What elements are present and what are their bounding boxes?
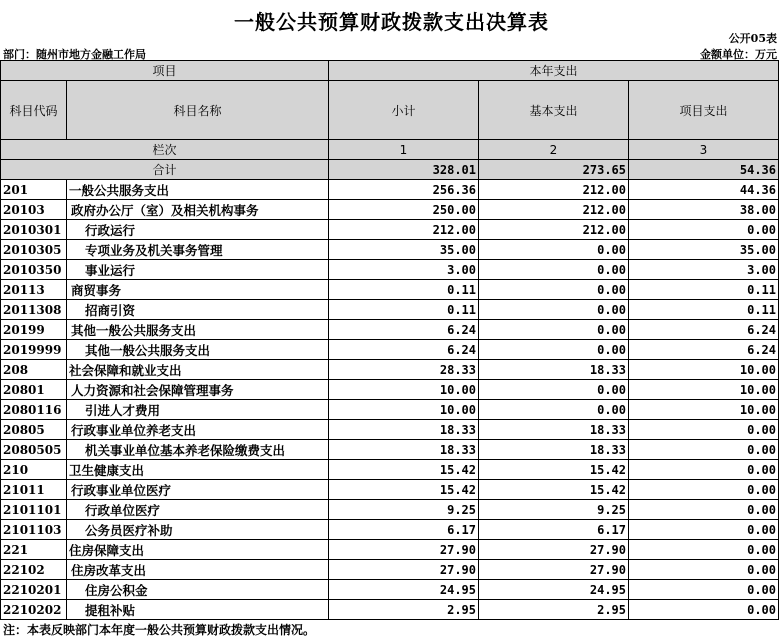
row-basic: 212.00 xyxy=(479,180,629,200)
header-subtotal: 小计 xyxy=(329,81,479,140)
row-project: 0.11 xyxy=(629,300,779,320)
row-code: 20113 xyxy=(1,280,67,300)
row-name: 机关事业单位基本养老保险缴费支出 xyxy=(67,440,329,460)
row-name: 行政事业单位养老支出 xyxy=(67,420,329,440)
row-code: 208 xyxy=(1,360,67,380)
row-name: 人力资源和社会保障管理事务 xyxy=(67,380,329,400)
row-basic: 212.00 xyxy=(479,220,629,240)
row-subtotal: 15.42 xyxy=(329,460,479,480)
form-number: 公开05表 xyxy=(728,32,777,45)
header-row-index xyxy=(1,140,779,160)
row-project: 0.00 xyxy=(629,540,779,560)
row-code: 201 xyxy=(1,180,67,200)
row-name: 其他一般公共服务支出 xyxy=(67,340,329,360)
row-name: 住房改革支出 xyxy=(67,560,329,580)
table-row xyxy=(1,300,779,320)
row-name: 商贸事务 xyxy=(67,280,329,300)
total-row xyxy=(1,160,779,180)
table-row xyxy=(1,320,779,340)
row-name: 住房保障支出 xyxy=(67,540,329,560)
row-project: 6.24 xyxy=(629,320,779,340)
row-code: 2010350 xyxy=(1,260,67,280)
report-title: 一般公共预算财政拨款支出决算表 xyxy=(234,10,549,34)
header-row-2 xyxy=(1,81,779,140)
row-subtotal: 212.00 xyxy=(329,220,479,240)
department-label: 部门：随州市地方金融工作局 xyxy=(3,48,146,61)
row-basic: 0.00 xyxy=(479,260,629,280)
table-row xyxy=(1,600,779,620)
table-row xyxy=(1,560,779,580)
row-name: 住房公积金 xyxy=(67,580,329,600)
table-row xyxy=(1,460,779,480)
row-code: 2019999 xyxy=(1,340,67,360)
row-code: 2010301 xyxy=(1,220,67,240)
row-code: 22102 xyxy=(1,560,67,580)
row-project: 0.00 xyxy=(629,500,779,520)
row-basic: 0.00 xyxy=(479,300,629,320)
table-row xyxy=(1,360,779,380)
total-project: 54.36 xyxy=(629,160,779,180)
row-basic: 0.00 xyxy=(479,340,629,360)
row-project: 0.00 xyxy=(629,520,779,540)
header-item: 项目 xyxy=(1,61,329,81)
header-row-1 xyxy=(1,61,779,81)
row-basic: 0.00 xyxy=(479,320,629,340)
row-subtotal: 6.24 xyxy=(329,320,479,340)
row-basic: 18.33 xyxy=(479,360,629,380)
row-project: 0.00 xyxy=(629,560,779,580)
table-row xyxy=(1,260,779,280)
row-name: 行政事业单位医疗 xyxy=(67,480,329,500)
row-subtotal: 28.33 xyxy=(329,360,479,380)
table-row xyxy=(1,440,779,460)
header-name: 科目名称 xyxy=(67,81,329,140)
row-code: 2011308 xyxy=(1,300,67,320)
row-project: 0.00 xyxy=(629,460,779,480)
row-code: 2210201 xyxy=(1,580,67,600)
row-code: 21011 xyxy=(1,480,67,500)
header-col2: 2 xyxy=(479,140,629,160)
table-row xyxy=(1,520,779,540)
row-project: 0.11 xyxy=(629,280,779,300)
row-subtotal: 6.24 xyxy=(329,340,479,360)
row-basic: 18.33 xyxy=(479,420,629,440)
header-project: 项目支出 xyxy=(629,81,779,140)
row-project: 10.00 xyxy=(629,380,779,400)
unit-label: 金额单位：万元 xyxy=(700,48,777,61)
row-subtotal: 0.11 xyxy=(329,280,479,300)
table-row xyxy=(1,420,779,440)
row-basic: 18.33 xyxy=(479,440,629,460)
row-subtotal: 250.00 xyxy=(329,200,479,220)
header-col1: 1 xyxy=(329,140,479,160)
row-basic: 0.00 xyxy=(479,280,629,300)
row-project: 10.00 xyxy=(629,360,779,380)
row-name: 招商引资 xyxy=(67,300,329,320)
row-basic: 27.90 xyxy=(479,540,629,560)
row-subtotal: 10.00 xyxy=(329,380,479,400)
row-code: 2010305 xyxy=(1,240,67,260)
total-label: 合计 xyxy=(1,160,329,180)
row-name: 一般公共服务支出 xyxy=(67,180,329,200)
header-current-year: 本年支出 xyxy=(329,61,779,81)
row-subtotal: 3.00 xyxy=(329,260,479,280)
row-name: 事业运行 xyxy=(67,260,329,280)
total-subtotal: 328.01 xyxy=(329,160,479,180)
row-code: 2101103 xyxy=(1,520,67,540)
row-code: 20199 xyxy=(1,320,67,340)
row-project: 0.00 xyxy=(629,580,779,600)
header-col3: 3 xyxy=(629,140,779,160)
row-project: 0.00 xyxy=(629,220,779,240)
row-code: 20805 xyxy=(1,420,67,440)
row-project: 0.00 xyxy=(629,480,779,500)
row-code: 2080116 xyxy=(1,400,67,420)
header-col-index: 栏次 xyxy=(1,140,329,160)
row-basic: 2.95 xyxy=(479,600,629,620)
row-code: 221 xyxy=(1,540,67,560)
row-basic: 24.95 xyxy=(479,580,629,600)
row-project: 0.00 xyxy=(629,420,779,440)
row-subtotal: 27.90 xyxy=(329,540,479,560)
row-subtotal: 24.95 xyxy=(329,580,479,600)
row-basic: 0.00 xyxy=(479,400,629,420)
row-project: 0.00 xyxy=(629,600,779,620)
table-row xyxy=(1,340,779,360)
table-row xyxy=(1,380,779,400)
row-name: 其他一般公共服务支出 xyxy=(67,320,329,340)
row-subtotal: 256.36 xyxy=(329,180,479,200)
row-subtotal: 6.17 xyxy=(329,520,479,540)
row-code: 20103 xyxy=(1,200,67,220)
table-row xyxy=(1,180,779,200)
row-code: 210 xyxy=(1,460,67,480)
footnote: 注：本表反映部门本年度一般公共预算财政拨款支出情况。 xyxy=(3,623,316,637)
row-basic: 15.42 xyxy=(479,460,629,480)
table-row xyxy=(1,580,779,600)
row-name: 政府办公厅（室）及相关机构事务 xyxy=(67,200,329,220)
table-row xyxy=(1,280,779,300)
table-row xyxy=(1,500,779,520)
row-subtotal: 27.90 xyxy=(329,560,479,580)
expenditure-table xyxy=(0,60,779,620)
row-project: 10.00 xyxy=(629,400,779,420)
row-project: 44.36 xyxy=(629,180,779,200)
row-code: 20801 xyxy=(1,380,67,400)
table-row xyxy=(1,400,779,420)
row-code: 2210202 xyxy=(1,600,67,620)
table-row xyxy=(1,240,779,260)
row-subtotal: 9.25 xyxy=(329,500,479,520)
row-name: 卫生健康支出 xyxy=(67,460,329,480)
row-basic: 9.25 xyxy=(479,500,629,520)
row-name: 行政单位医疗 xyxy=(67,500,329,520)
row-project: 38.00 xyxy=(629,200,779,220)
table-row xyxy=(1,540,779,560)
row-subtotal: 15.42 xyxy=(329,480,479,500)
row-subtotal: 35.00 xyxy=(329,240,479,260)
row-name: 提租补贴 xyxy=(67,600,329,620)
row-name: 行政运行 xyxy=(67,220,329,240)
header-basic: 基本支出 xyxy=(479,81,629,140)
row-subtotal: 18.33 xyxy=(329,420,479,440)
row-basic: 27.90 xyxy=(479,560,629,580)
row-basic: 0.00 xyxy=(479,380,629,400)
row-subtotal: 10.00 xyxy=(329,400,479,420)
table-row xyxy=(1,220,779,240)
row-basic: 212.00 xyxy=(479,200,629,220)
table-row xyxy=(1,200,779,220)
row-name: 引进人才费用 xyxy=(67,400,329,420)
row-name: 公务员医疗补助 xyxy=(67,520,329,540)
row-project: 3.00 xyxy=(629,260,779,280)
row-code: 2101101 xyxy=(1,500,67,520)
row-basic: 15.42 xyxy=(479,480,629,500)
total-basic: 273.65 xyxy=(479,160,629,180)
row-project: 6.24 xyxy=(629,340,779,360)
header-code: 科目代码 xyxy=(1,81,67,140)
row-name: 专项业务及机关事务管理 xyxy=(67,240,329,260)
row-project: 0.00 xyxy=(629,440,779,460)
table-row xyxy=(1,480,779,500)
row-code: 2080505 xyxy=(1,440,67,460)
row-subtotal: 2.95 xyxy=(329,600,479,620)
row-project: 35.00 xyxy=(629,240,779,260)
row-basic: 6.17 xyxy=(479,520,629,540)
row-subtotal: 18.33 xyxy=(329,440,479,460)
row-subtotal: 0.11 xyxy=(329,300,479,320)
row-basic: 0.00 xyxy=(479,240,629,260)
row-name: 社会保障和就业支出 xyxy=(67,360,329,380)
